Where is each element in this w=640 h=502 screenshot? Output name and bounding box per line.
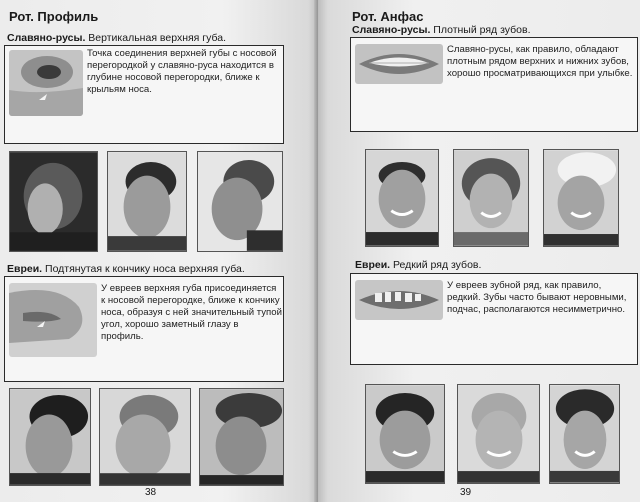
right-page-title: Рот. Анфас — [352, 9, 424, 24]
right-section1-box — [350, 37, 638, 132]
left-section1-box — [4, 45, 284, 144]
left-section1-label: Славяно-русы. — [7, 32, 86, 44]
lip-profile-inset — [9, 283, 97, 357]
photo-slav-profile-3 — [197, 151, 283, 252]
photo-slav-front-1 — [365, 149, 439, 247]
left-section1-heading — [7, 32, 226, 44]
nose-profile-inset — [9, 50, 83, 116]
teeth-slav-image — [355, 44, 443, 84]
photo-slav-front-3 — [543, 149, 619, 247]
right-section2-box — [350, 273, 638, 365]
right-section2-text: Редкий ряд зубов. — [393, 259, 482, 271]
left-section1-text: Вертикальная верхняя губа. — [88, 32, 227, 44]
right-section2-description: У евреев зубной ряд, как правило, редкий. Зубы часто бывают неровными, подчас, располагаются несимметрично. — [447, 280, 627, 315]
nose-profile-image — [9, 50, 83, 116]
photo-jew-profile-3 — [199, 388, 284, 486]
photo-slav-front-2 — [453, 149, 529, 247]
right-section2-label: Евреи. — [355, 259, 391, 271]
right-section2-heading — [355, 259, 481, 271]
photo-slav-profile-2 — [107, 151, 187, 252]
right-page — [318, 0, 640, 502]
photo-jew-profile-1 — [9, 388, 91, 486]
right-page-number: 39 — [460, 487, 472, 498]
right-section1-text: Плотный ряд зубов. — [433, 24, 531, 36]
left-page-number: 38 — [145, 487, 157, 498]
left-page-title: Рот. Профиль — [9, 9, 99, 24]
photo-jew-front-3 — [549, 384, 620, 484]
left-section2-text: Подтянутая к кончику носа верхняя губа. — [45, 263, 245, 275]
photo-jew-front-2 — [457, 384, 540, 484]
teeth-jew-image — [355, 280, 443, 320]
right-section1-description: Славяно-русы, как правило, обладают плотным рядом верхних и нижних зубов, хорошо просматривающихся при улыбке. — [447, 44, 633, 79]
left-section2-heading — [7, 263, 245, 275]
left-section1-description: Точка соединения верхней губы с носовой перегородкой у славяно-руса находится в глубине носовой перегородки, ближе к крыльям носа. — [87, 48, 277, 95]
photo-slav-profile-1 — [9, 151, 98, 252]
left-section2-description: У евреев верхняя губа присоединяется к носовой перегородке, ближе к кончику носа, образуя с ней значительный тупой угол, хорошо заметный глазу в профиль. — [101, 283, 282, 342]
left-section2-label: Евреи. — [7, 263, 43, 275]
photo-jew-front-1 — [365, 384, 445, 484]
teeth-jew-inset — [355, 280, 443, 320]
right-section1-heading — [352, 24, 531, 36]
photo-jew-profile-2 — [99, 388, 191, 486]
left-section2-box — [4, 276, 284, 382]
teeth-slav-inset — [355, 44, 443, 84]
lip-profile-image — [9, 283, 97, 357]
left-page — [0, 0, 318, 502]
right-section1-label: Славяно-русы. — [352, 24, 431, 36]
